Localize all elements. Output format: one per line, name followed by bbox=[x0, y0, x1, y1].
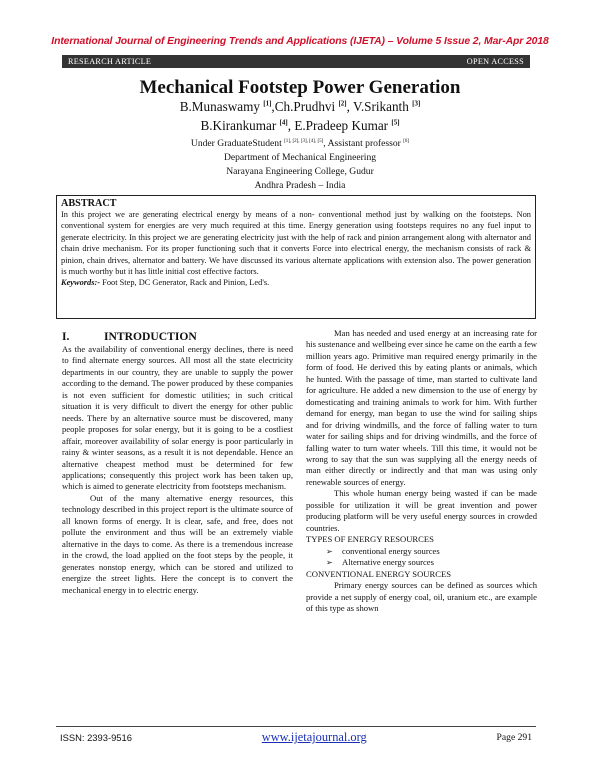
journal-header: International Journal of Engineering Trends and Applications (IJETA) – Volume 5 Issue 2, Mar-Apr 2018 bbox=[51, 36, 549, 47]
issn: ISSN: 2393-9516 bbox=[60, 732, 132, 743]
right-paragraph-2: This whole human energy being wasted if can be made possible for utilization it will be great invention and power producing platform will be very useful energy sources in crowded countries. bbox=[306, 488, 537, 533]
page-footer bbox=[56, 726, 536, 748]
right-paragraph-1: Man has needed and used energy at an increasing rate for his sustenance and wellbeing ever since he came on the earth a few million years ago. Primitive man required energy primarily in the form of food. He derived this by eating plants or animals, which he hunted. With the passage of time, man started to cultivate land for agriculture. He added a new dimension to the use of energy by domesticating and training animals to work for him. With further demand for energy, man began to use the wind for sailing ships and for driving windmills, and the force of falling water to turn water for sailing ships and for driving windmills, and the force of falling water to turn water wheels. Till this time, it would not be wrong to say that the sun was supplying all the energy needs of man either directly or indirectly and that man was using only renewable sources of energy. bbox=[306, 328, 537, 487]
keywords-list: Foot Step, DC Generator, Rack and Pinion, Led's. bbox=[100, 278, 270, 288]
energy-types-list bbox=[326, 546, 537, 569]
list-item: ➢ conventional energy sources bbox=[326, 545, 440, 556]
keywords-label: Keywords:- bbox=[61, 278, 101, 288]
keywords bbox=[61, 277, 531, 288]
open-access-label: OPEN ACCESS bbox=[466, 57, 524, 66]
page-number: Page 291 bbox=[496, 732, 532, 743]
authors-line-2: B.Kirankumar [4], E.Pradeep Kumar [5] bbox=[200, 118, 400, 133]
intro-paragraph-1: As the availability of conventional energy declines, there is need to find alternate energy sources. All most all the state electricity departments in our country, they are unable to supply the power according to the demand. The power produced by these companies is not even sufficient for domestic utilities; in such critical situation it is very difficult to divert the energy for other public needs. There by an alternative source must be discovered, many people proposes for solar energy, but it is going to be a costliest affair, moreover availability of solar energy is poor particularly in rainy & winter seasons, as a result it is not dependable. Hence an alternative cheapest method must be determined for few applications; consequently this project work has been taken up, which is aimed to generate electricity from footsteps mechanism. bbox=[62, 344, 293, 492]
abstract-heading: ABSTRACT bbox=[61, 198, 117, 209]
right-paragraph-3: Primary energy sources can be defined as sources which provide a net supply of energy coal, oil, uranium etc., are example of this type as shown bbox=[306, 580, 537, 614]
arrow-bullet-icon: ➢ bbox=[326, 546, 333, 556]
article-band bbox=[62, 55, 530, 68]
arrow-bullet-icon: ➢ bbox=[326, 558, 333, 568]
conventional-heading: CONVENTIONAL ENERGY SOURCES bbox=[306, 568, 451, 579]
section-title: INTRODUCTION bbox=[104, 329, 197, 343]
abstract-box bbox=[56, 195, 536, 319]
article-type: RESEARCH ARTICLE bbox=[68, 57, 152, 66]
right-column bbox=[306, 328, 537, 615]
left-column bbox=[62, 328, 293, 596]
affiliation-location: Andhra Pradesh – India bbox=[254, 180, 346, 191]
affiliation-college: Narayana Engineering College, Gudur bbox=[226, 166, 374, 177]
abstract-text: In this project we are generating electrical energy by means of a non- conventional method just by walking on the footsteps. Non conventional system for energies are very much required at this time. Energy generation using footsteps requires no any fuel input to generate electricity. In this project we are generating electricity just with the help of rack and pinion arrangement along with alternator and chain drive mechanism. For its proper functioning such that it converts Force into electrical energy, the mechanism consists of rack & pinion, chain drives, alternator and battery. We have discussed its various alternate applications with extension also. The power generation is much worthy but it has little initial cost effective factors. bbox=[61, 210, 531, 277]
affiliation-dept: Department of Mechanical Engineering bbox=[223, 152, 377, 163]
intro-paragraph-2: Out of the many alternative energy resources, this technology described in this project report is the ultimate source of all known forms of energy. It is clear, safe, and free, does not pollute the environment and thus will be an extremely viable alternative in the days to come. As there is a tremendous increase in the crowd, the load applied on the foot steps by the people, it generates nonstop energy, which can be stored and utilized to energize the street lights. Here the concept is to convert the mechanical energy in to electric energy. bbox=[62, 492, 293, 595]
affiliation-role: Under GraduateStudent [1], [2], [3], [4], [5], Assistant professor [6] bbox=[190, 138, 410, 149]
authors-line-1: B.Munaswamy [1],Ch.Prudhvi [2], V.Srikanth [3] bbox=[179, 99, 421, 114]
types-heading: TYPES OF ENERGY RESOURCES bbox=[306, 534, 434, 545]
journal-website-link[interactable]: www.ijetajournal.org bbox=[261, 730, 367, 744]
section-heading-introduction bbox=[62, 328, 293, 344]
section-number: I. bbox=[62, 329, 70, 343]
list-item: ➢ Alternative energy sources bbox=[326, 557, 434, 568]
paper-title: Mechanical Footstep Power Generation bbox=[139, 77, 461, 98]
